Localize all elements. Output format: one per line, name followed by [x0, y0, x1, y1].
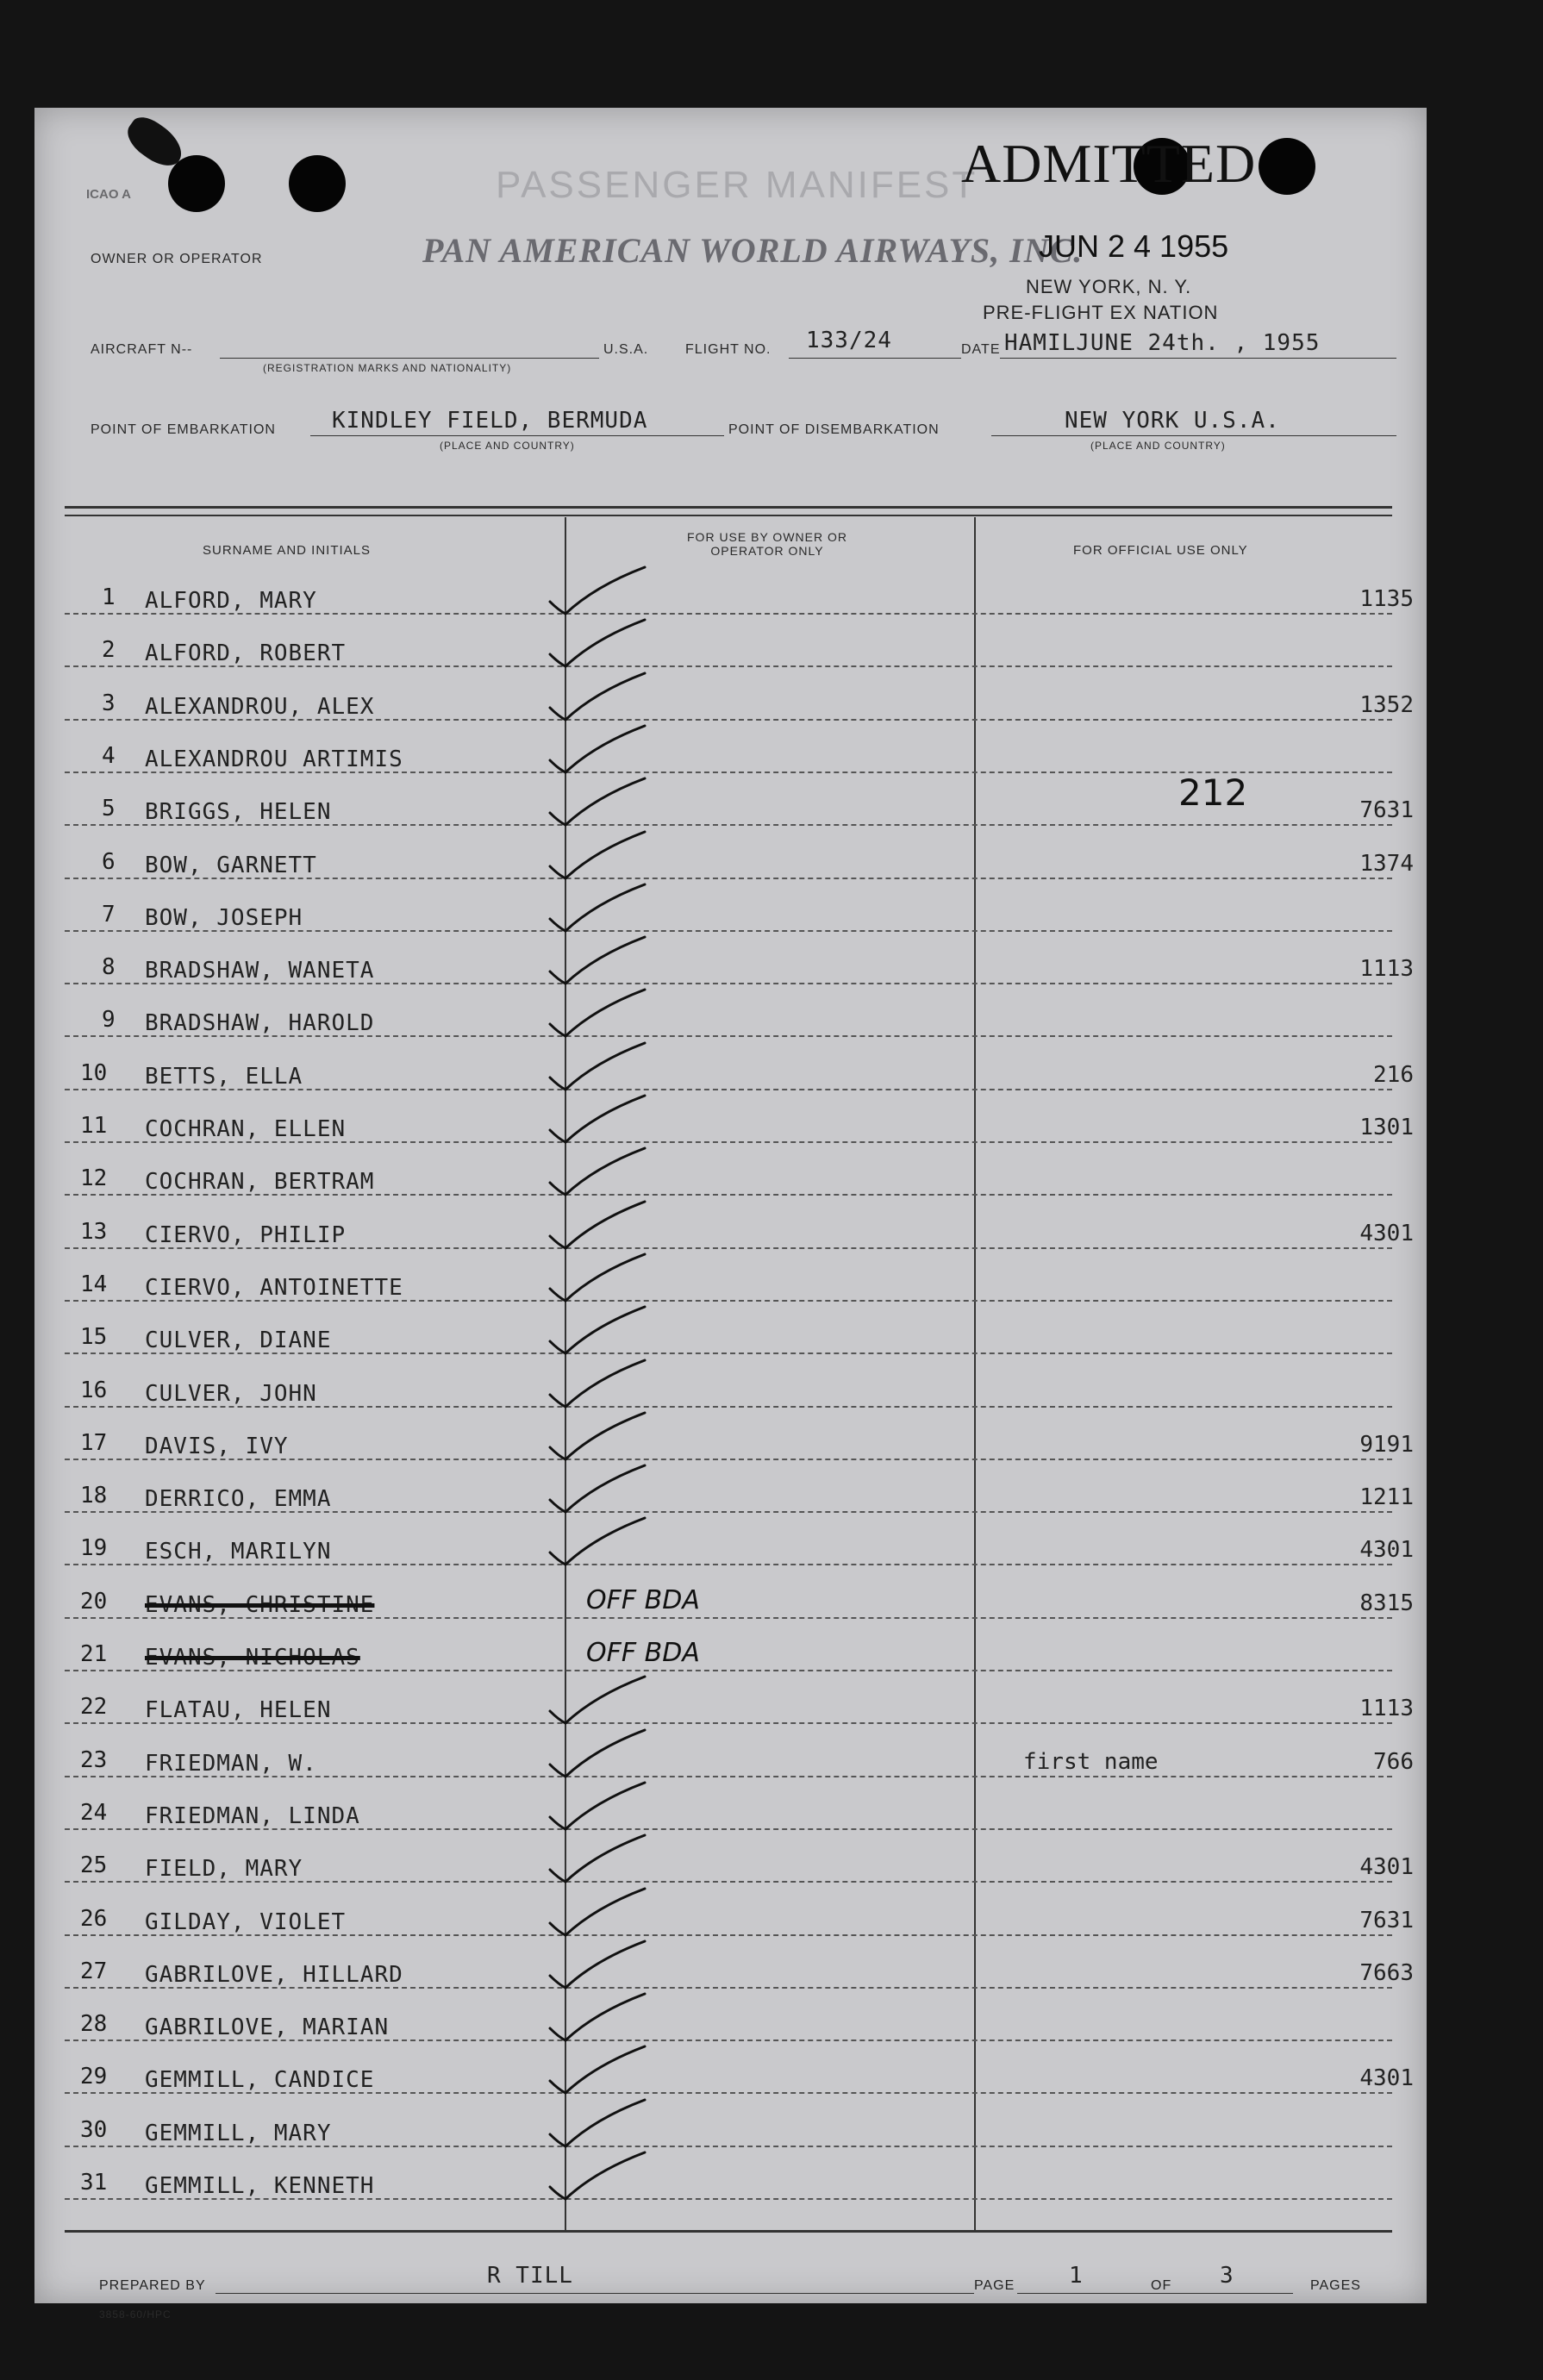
checkmark-icon	[543, 1300, 655, 1360]
stamp-date: JUN 2 4 1955	[1039, 228, 1229, 264]
passenger-name: BOW, JOSEPH	[145, 905, 303, 931]
passenger-name: GEMMILL, KENNETH	[145, 2173, 375, 2199]
official-code: 216	[1373, 1062, 1414, 1088]
checkmark-icon	[543, 1247, 655, 1308]
prepared-by: R TILL	[487, 2263, 573, 2289]
row-number: 12	[80, 1165, 108, 1191]
checkmark-icon	[543, 1776, 655, 1836]
form-title: PASSENGER MANIFEST	[496, 164, 978, 206]
passenger-name: BETTS, ELLA	[145, 1064, 303, 1090]
flight-number: 133/24	[806, 328, 892, 353]
annotation-212: 212	[1178, 771, 1248, 814]
checkmark-icon	[543, 825, 655, 885]
row-number: 3	[102, 690, 116, 716]
checkmark-icon	[543, 1723, 655, 1783]
passenger-name: CIERVO, ANTOINETTE	[145, 1275, 403, 1301]
passenger-name: BRIGGS, HELEN	[145, 799, 332, 825]
official-code: 766	[1373, 1749, 1414, 1775]
passenger-name: EVANS, NICHOLAS	[145, 1645, 360, 1671]
passenger-name: EVANS, CHRISTINE	[145, 1592, 375, 1618]
official-code: 4301	[1359, 1221, 1414, 1246]
form-code: 3858-60/HPC	[99, 2308, 172, 2321]
official-code: 9191	[1359, 1432, 1414, 1458]
passenger-name: ALFORD, MARY	[145, 588, 317, 614]
official-code: 1301	[1359, 1115, 1414, 1140]
checkmark-icon	[543, 983, 655, 1043]
row-number: 5	[102, 796, 116, 821]
passenger-name: ALFORD, ROBERT	[145, 640, 347, 666]
table-top-rule	[65, 506, 1392, 509]
official-code: 1374	[1359, 851, 1414, 877]
passenger-name: CULVER, DIANE	[145, 1327, 332, 1353]
passenger-name: CULVER, JOHN	[145, 1381, 317, 1407]
row-number: 27	[80, 1958, 108, 1984]
passenger-name: FRIEDMAN, LINDA	[145, 1803, 360, 1829]
stamp-place: NEW YORK, N. Y.	[1026, 276, 1192, 297]
checkmark-icon	[543, 878, 655, 938]
checkmark-icon	[543, 1353, 655, 1414]
col-official-header: FOR OFFICIAL USE ONLY	[1073, 543, 1248, 558]
of-label: OF	[1151, 2278, 1172, 2293]
official-code: 7631	[1359, 797, 1414, 823]
embark-place-label: (PLACE AND COUNTRY)	[440, 440, 575, 452]
official-code: 4301	[1359, 1854, 1414, 1880]
passenger-name: GEMMILL, CANDICE	[145, 2067, 375, 2093]
aircraft-line	[220, 358, 599, 359]
row-number: 1	[102, 584, 116, 610]
disembark-place-label: (PLACE AND COUNTRY)	[1090, 440, 1226, 452]
passenger-name: BRADSHAW, HAROLD	[145, 1010, 375, 1036]
row-number: 28	[80, 2011, 108, 2037]
checkmark-icon	[543, 1511, 655, 1571]
checkmark-icon	[543, 1882, 655, 1942]
row-number: 30	[80, 2117, 108, 2143]
manifest-sheet	[34, 108, 1427, 2321]
checkmark-icon	[543, 2146, 655, 2206]
owner-note: OFF BDA	[586, 1585, 700, 1615]
official-code: 1113	[1359, 956, 1414, 982]
checkmark-icon	[543, 560, 655, 621]
owner-note: OFF BDA	[586, 1638, 700, 1668]
checkmark-icon	[543, 1195, 655, 1255]
checkmark-icon	[543, 771, 655, 832]
row-number: 21	[80, 1641, 108, 1667]
row-number: 2	[102, 637, 116, 663]
prepared-label: PREPARED BY	[99, 2278, 206, 2293]
checkmark-icon	[543, 1406, 655, 1466]
registration-label: (REGISTRATION MARKS AND NATIONALITY)	[263, 362, 512, 374]
passenger-name: BRADSHAW, WANETA	[145, 958, 375, 984]
row-number: 8	[102, 954, 116, 980]
checkmark-icon	[543, 1036, 655, 1096]
checkmark-icon	[543, 1089, 655, 1149]
row-number: 22	[80, 1694, 108, 1720]
passenger-name: GABRILOVE, HILLARD	[145, 1962, 403, 1988]
total-pages: 3	[1220, 2263, 1234, 2289]
row-number: 19	[80, 1535, 108, 1561]
flight-line	[789, 358, 961, 359]
passenger-name: GEMMILL, MARY	[145, 2121, 332, 2146]
embark-label: POINT OF EMBARKATION	[91, 422, 276, 437]
date-line	[1000, 358, 1396, 359]
passenger-name: ALEXANDROU, ALEX	[145, 694, 375, 720]
checkmark-icon	[543, 1934, 655, 1995]
checkmark-icon	[543, 1670, 655, 1730]
disembark-label: POINT OF DISEMBARKATION	[728, 422, 940, 437]
official-code: 1211	[1359, 1484, 1414, 1510]
row-number: 24	[80, 1800, 108, 1826]
form-id: ICAO A	[86, 187, 131, 202]
punch-hole	[168, 155, 225, 212]
row-number: 29	[80, 2064, 108, 2090]
page-line	[1017, 2293, 1293, 2294]
row-number: 26	[80, 1906, 108, 1932]
airline-name: PAN AMERICAN WORLD AIRWAYS, INC.	[422, 231, 1084, 270]
passenger-name: ALEXANDROU ARTIMIS	[145, 746, 403, 772]
row-number: 9	[102, 1007, 116, 1033]
checkmark-icon	[543, 1828, 655, 1889]
official-code: 7663	[1359, 1960, 1414, 1986]
passenger-name: COCHRAN, BERTRAM	[145, 1169, 375, 1195]
passenger-name: FIELD, MARY	[145, 1856, 303, 1882]
usa-label: U.S.A.	[603, 342, 649, 357]
checkmark-icon	[543, 1459, 655, 1519]
passenger-name: GILDAY, VIOLET	[145, 1909, 347, 1935]
column-divider-2	[974, 517, 976, 2233]
official-code: 1352	[1359, 692, 1414, 718]
official-note: first name	[1023, 1749, 1159, 1775]
row-number: 23	[80, 1747, 108, 1773]
embark-line	[310, 435, 724, 436]
passenger-name: ESCH, MARILYN	[145, 1539, 332, 1565]
row-number: 7	[102, 902, 116, 928]
row-number: 11	[80, 1113, 108, 1139]
passenger-name: GABRILOVE, MARIAN	[145, 2015, 390, 2040]
row-number: 4	[102, 743, 116, 769]
flight-label: FLIGHT NO.	[685, 342, 772, 357]
disembark-value: NEW YORK U.S.A.	[1065, 408, 1280, 434]
passenger-name: CIERVO, PHILIP	[145, 1222, 347, 1248]
punch-hole	[1259, 138, 1315, 195]
table-bottom-rule	[65, 2230, 1392, 2233]
row-number: 14	[80, 1271, 108, 1297]
col-owner-header: FOR USE BY OWNER OR OPERATOR ONLY	[687, 530, 847, 558]
row-number: 10	[80, 1060, 108, 1086]
owner-label: OWNER OR OPERATOR	[91, 252, 263, 266]
prepared-line	[216, 2293, 974, 2294]
passenger-name: COCHRAN, ELLEN	[145, 1116, 347, 1142]
official-code: 7631	[1359, 1908, 1414, 1933]
official-code: 4301	[1359, 1537, 1414, 1563]
official-code: 4301	[1359, 2065, 1414, 2091]
admitted-stamp: ADMITTED	[961, 133, 1257, 194]
row-number: 25	[80, 1852, 108, 1878]
row-number: 17	[80, 1430, 108, 1456]
official-code: 8315	[1359, 1590, 1414, 1616]
official-code: 1113	[1359, 1696, 1414, 1721]
date-value: HAMILJUNE 24th. , 1955	[1004, 330, 1321, 356]
row-number: 6	[102, 849, 116, 875]
passenger-name: DERRICO, EMMA	[145, 1486, 332, 1512]
row-number: 16	[80, 1377, 108, 1403]
checkmark-icon	[543, 613, 655, 673]
row-number: 18	[80, 1483, 108, 1509]
passenger-name: FLATAU, HELEN	[145, 1697, 332, 1723]
checkmark-icon	[543, 2040, 655, 2100]
checkmark-icon	[543, 666, 655, 727]
page-label: PAGE	[974, 2278, 1015, 2293]
table-top-rule-2	[65, 515, 1392, 516]
aircraft-label: AIRCRAFT N--	[91, 342, 193, 357]
pages-label: PAGES	[1310, 2278, 1361, 2293]
page-number: 1	[1069, 2263, 1084, 2289]
checkmark-icon	[543, 1987, 655, 2047]
row-number: 20	[80, 1589, 108, 1615]
checkmark-icon	[543, 1141, 655, 1202]
disembark-line	[991, 435, 1396, 436]
col-surname-header: SURNAME AND INITIALS	[203, 543, 372, 558]
checkmark-icon	[543, 719, 655, 779]
passenger-name: FRIEDMAN, W.	[145, 1751, 317, 1777]
stamp-note: PRE-FLIGHT EX NATION	[983, 302, 1219, 323]
checkmark-icon	[543, 2093, 655, 2153]
row-number: 13	[80, 1219, 108, 1245]
date-label: DATE	[961, 342, 1001, 357]
passenger-name: DAVIS, IVY	[145, 1434, 289, 1459]
checkmark-icon	[543, 930, 655, 990]
row-number: 31	[80, 2170, 108, 2196]
passenger-name: BOW, GARNETT	[145, 853, 317, 878]
row-number: 15	[80, 1324, 108, 1350]
punch-hole	[289, 155, 346, 212]
embark-value: KINDLEY FIELD, BERMUDA	[332, 408, 648, 434]
official-code: 1135	[1359, 586, 1414, 612]
